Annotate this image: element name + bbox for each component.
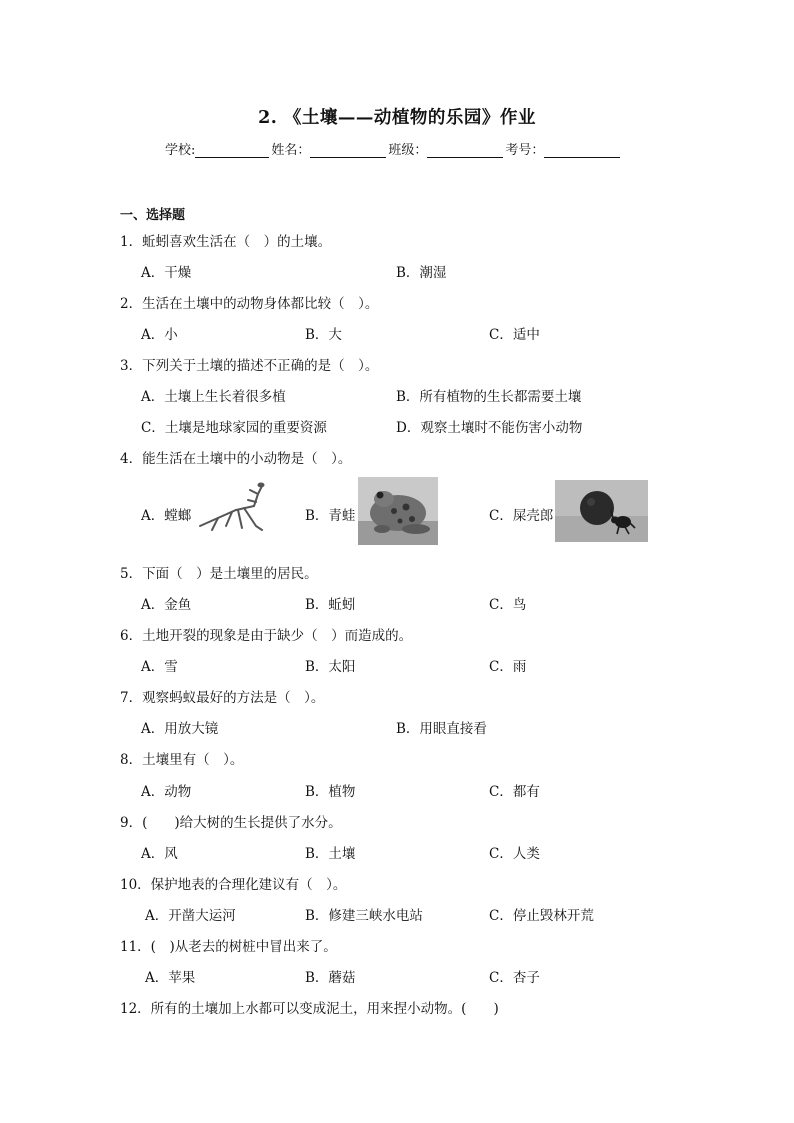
question-stem: 8．土壤里有（ ）。 [120, 752, 244, 768]
option[interactable]: A．螳螂 [141, 508, 192, 524]
option[interactable]: B．修建三峡水电站 [305, 908, 423, 924]
exam-number-blank[interactable] [544, 143, 620, 158]
option[interactable]: A．土壤上生长着很多植 [141, 389, 286, 405]
question-stem: 7．观察蚂蚁最好的方法是（ ）。 [120, 690, 325, 706]
question-stem: 11．( )从老去的树桩中冒出来了。 [120, 939, 337, 955]
class-blank[interactable] [427, 143, 503, 158]
option[interactable]: C．人类 [489, 846, 540, 862]
option[interactable]: D．观察土壤时不能伤害小动物 [396, 420, 583, 436]
option[interactable]: B．大 [305, 327, 342, 343]
option[interactable]: C．都有 [489, 784, 540, 800]
exam-number-label: 考号： [505, 143, 545, 158]
option[interactable]: A．雪 [141, 659, 178, 675]
student-info-row [165, 139, 622, 158]
option[interactable]: B．蘑菇 [305, 970, 356, 986]
option[interactable]: A．动物 [141, 784, 192, 800]
option[interactable]: B．潮湿 [396, 265, 447, 281]
option[interactable]: B．太阳 [305, 659, 356, 675]
option[interactable]: B．蚯蚓 [305, 597, 356, 613]
option[interactable]: C．杏子 [489, 970, 540, 986]
dung-beetle-image [555, 480, 648, 542]
class-label: 班级： [388, 143, 428, 158]
option[interactable]: B．用眼直接看 [396, 721, 487, 737]
option[interactable]: C．土壤是地球家园的重要资源 [141, 420, 327, 436]
option[interactable]: C．适中 [489, 327, 540, 343]
question-stem: 9．( )给大树的生长提供了水分。 [120, 815, 342, 831]
option[interactable]: B．青蛙 [305, 508, 356, 524]
question-stem: 2．生活在土壤中的动物身体都比较（ ）。 [120, 296, 379, 312]
option[interactable]: A．用放大镜 [141, 721, 219, 737]
option[interactable]: A．金鱼 [141, 597, 192, 613]
question-stem: 5．下面（ ）是土壤里的居民。 [120, 566, 318, 582]
option[interactable]: B．土壤 [305, 846, 356, 862]
option[interactable]: C．屎壳郎 [489, 508, 554, 524]
mantis-image [196, 480, 272, 532]
frog-image [358, 477, 438, 545]
question-stem: 3．下列关于土壤的描述不正确的是（ ）。 [120, 358, 379, 374]
question-stem: 12．所有的土壤加上水都可以变成泥土，用来捏小动物。( ) [120, 1001, 499, 1017]
option[interactable]: C．鸟 [489, 597, 527, 613]
option[interactable]: A．风 [141, 846, 178, 862]
school-label: 学校: [165, 143, 196, 158]
school-blank[interactable] [195, 143, 269, 158]
section-heading: 一、选择题 [120, 208, 186, 223]
question-stem: 6．土地开裂的现象是由于缺少（ ）而造成的。 [120, 628, 413, 644]
option[interactable]: A．开凿大运河 [145, 908, 236, 924]
question-stem: 1．蚯蚓喜欢生活在（ ）的土壤。 [120, 234, 332, 250]
option[interactable]: C．停止毁林开荒 [489, 908, 594, 924]
option[interactable]: A．小 [141, 327, 178, 343]
option[interactable]: A．苹果 [145, 970, 196, 986]
option[interactable]: A．干燥 [141, 265, 192, 281]
option[interactable]: C．雨 [489, 659, 527, 675]
question-stem: 10．保护地表的合理化建议有（ ）。 [120, 877, 347, 893]
question-stem: 4．能生活在土壤中的小动物是（ ）。 [120, 451, 352, 467]
option[interactable]: B．植物 [305, 784, 356, 800]
name-blank[interactable] [310, 143, 386, 158]
option[interactable]: B．所有植物的生长都需要土壤 [396, 389, 582, 405]
page-title: 2. 《土壤——动植物的乐园》作业 [258, 108, 536, 128]
name-label: 姓名： [271, 143, 311, 158]
